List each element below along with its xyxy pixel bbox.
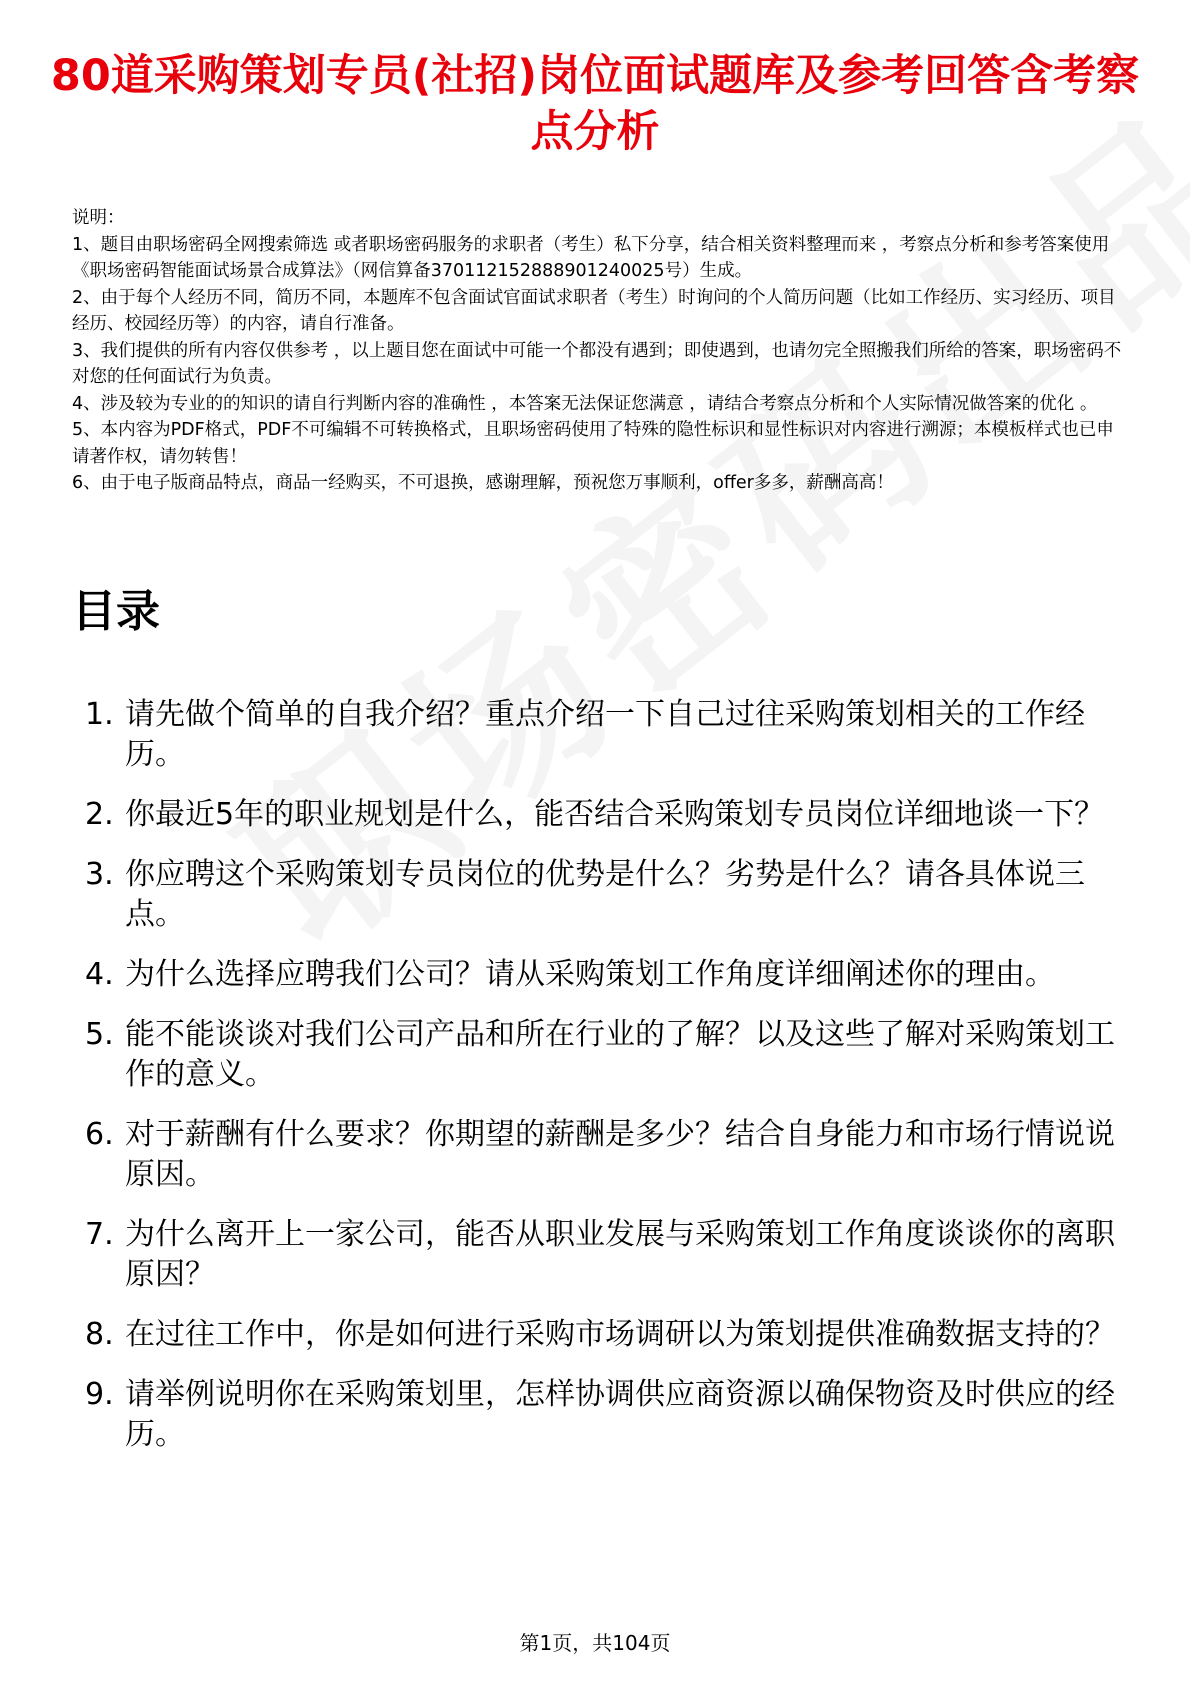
toc-item-2[interactable] — [72, 795, 1132, 835]
note-item-5: 5、本内容为PDF格式，PDF不可编辑不可转换格式，且职场密码使用了特殊的隐性标识和显性标识对内容进行溯源；本模板样式也已申请著作权，请勿转售！ — [72, 420, 1114, 467]
toc-item-7[interactable] — [72, 1215, 1132, 1295]
toc-item-text: 你最近5年的职业规划是什么，能否结合采购策划专员岗位详细地谈一下？ — [125, 797, 1105, 832]
toc-item-8[interactable] — [72, 1315, 1132, 1355]
toc-item-3[interactable] — [72, 855, 1132, 935]
toc-item-number: 4. — [85, 957, 114, 992]
toc-item-number: 1. — [85, 697, 114, 732]
notes-heading: 说明： — [72, 208, 125, 228]
toc-heading: 目录 — [72, 586, 160, 637]
toc-item-text: 能不能谈谈对我们公司产品和所在行业的了解？以及这些了解对采购策划工作的意义。 — [125, 1017, 1115, 1092]
toc-item-text: 你应聘这个采购策划专员岗位的优势是什么？劣势是什么？请各具体说三点。 — [125, 857, 1085, 932]
notes-section — [72, 205, 1122, 497]
page-title: 80道采购策划专员(社招)岗位面试题库及参考回答含考察点分析 — [50, 51, 1140, 157]
toc-item-5[interactable] — [72, 1015, 1132, 1095]
note-item-3: 3、我们提供的所有内容仅供参考 ，以上题目您在面试中可能一个都没有遇到；即使遇到，也请勿完全照搬我们所给的答案，职场密码不对您的任何面试行为负责。 — [72, 340, 1122, 387]
toc-item-text: 请举例说明你在采购策划里，怎样协调供应商资源以确保物资及时供应的经历。 — [125, 1377, 1115, 1452]
toc-item-1[interactable] — [72, 695, 1132, 775]
toc-item-number: 6. — [85, 1117, 114, 1152]
toc-item-4[interactable] — [72, 955, 1132, 995]
toc-item-text: 为什么选择应聘我们公司？请从采购策划工作角度详细阐述你的理由。 — [125, 957, 1055, 992]
toc-item-9[interactable] — [72, 1375, 1132, 1455]
note-item-4: 4、涉及较为专业的的知识的请自行判断内容的准确性 ，本答案无法保证您满意 ，请结合考察点分析和个人实际情况做答案的优化 。 — [72, 393, 1098, 414]
toc-item-number: 3. — [85, 857, 114, 892]
toc-item-number: 8. — [85, 1317, 114, 1352]
toc-list — [72, 695, 1132, 1475]
toc-item-text: 对于薪酬有什么要求？你期望的薪酬是多少？结合自身能力和市场行情说说原因。 — [125, 1117, 1115, 1192]
page-footer: 第1页，共104页 — [519, 1631, 671, 1655]
toc-item-6[interactable] — [72, 1115, 1132, 1195]
note-item-2: 2、由于每个人经历不同，简历不同，本题库不包含面试官面试求职者（考生）时询问的个人简历问题（比如工作经历、实习经历、项目经历、校园经历等）的内容，请自行准备。 — [72, 287, 1116, 334]
note-item-1: 1、题目由职场密码全网搜索筛选 或者职场密码服务的求职者（考生）私下分享，结合相关资料整理而来 ，考察点分析和参考答案使用《职场密码智能面试场景合成算法》（网信算备370112152888901240025号）生成。 — [72, 234, 1110, 281]
toc-item-number: 9. — [85, 1377, 114, 1412]
toc-item-text: 在过往工作中，你是如何进行采购市场调研以为策划提供准确数据支持的？ — [125, 1317, 1115, 1352]
toc-item-text: 请先做个简单的自我介绍？重点介绍一下自己过往采购策划相关的工作经历。 — [125, 697, 1085, 772]
note-item-6: 6、由于电子版商品特点，商品一经购买，不可退换，感谢理解，预祝您万事顺利，offer多多，薪酬高高！ — [72, 473, 894, 493]
toc-item-number: 7. — [85, 1217, 114, 1252]
toc-item-text: 为什么离开上一家公司，能否从职业发展与采购策划工作角度谈谈你的离职原因？ — [125, 1217, 1115, 1292]
toc-item-number: 2. — [85, 797, 114, 832]
toc-item-number: 5. — [85, 1017, 114, 1052]
